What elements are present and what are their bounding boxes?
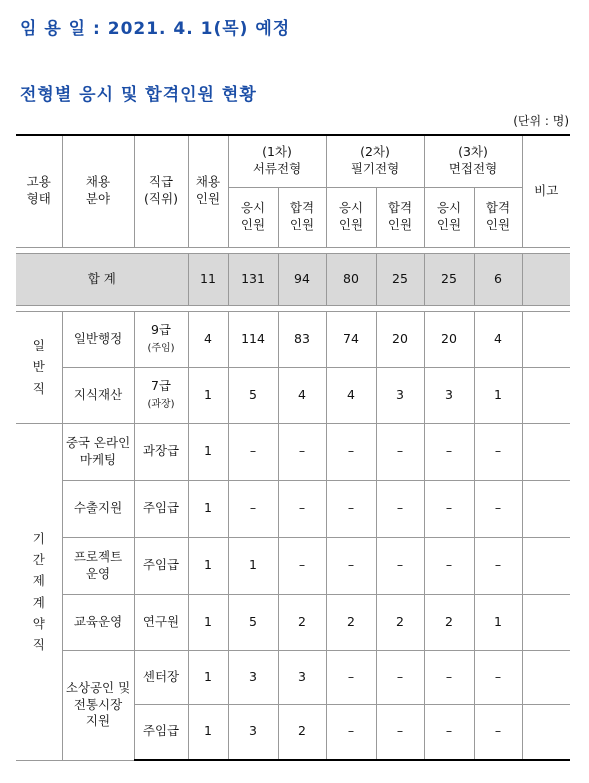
section-title: 전형별 응시 및 합격인원 현황 bbox=[20, 85, 257, 105]
grade-cell: 주임급 bbox=[134, 704, 188, 760]
note-cell bbox=[522, 594, 570, 650]
field-cell: 수출지원 bbox=[62, 480, 134, 537]
total-s1-passed: 94 bbox=[278, 253, 326, 305]
s2-passed-cell: – bbox=[376, 480, 424, 537]
s2-passed-cell: – bbox=[376, 704, 424, 760]
header-stage3: (3차) 면접전형 bbox=[424, 135, 522, 187]
recruitment-table bbox=[16, 134, 570, 761]
note-cell bbox=[522, 704, 570, 760]
total-note bbox=[522, 253, 570, 305]
grade-cell: 센터장 bbox=[134, 650, 188, 704]
field-cell: 교육운영 bbox=[62, 594, 134, 650]
field-cell: 프로젝트 운영 bbox=[62, 537, 134, 594]
s3-applied-cell: 3 bbox=[424, 367, 474, 423]
s1-passed-cell: 2 bbox=[278, 704, 326, 760]
s1-passed-cell: – bbox=[278, 480, 326, 537]
s1-passed-cell: – bbox=[278, 423, 326, 480]
s1-passed-cell: 4 bbox=[278, 367, 326, 423]
s1-applied-cell: 114 bbox=[228, 311, 278, 367]
s2-applied-cell: – bbox=[326, 704, 376, 760]
s3-passed-cell: – bbox=[474, 480, 522, 537]
s3-applied-cell: – bbox=[424, 704, 474, 760]
header-passed: 합격 인원 bbox=[474, 187, 522, 247]
table-row bbox=[16, 537, 570, 594]
note-cell bbox=[522, 650, 570, 704]
s1-applied-cell: – bbox=[228, 480, 278, 537]
header-passed: 합격 인원 bbox=[278, 187, 326, 247]
table-row bbox=[16, 594, 570, 650]
total-s2-applied: 80 bbox=[326, 253, 376, 305]
s2-applied-cell: – bbox=[326, 537, 376, 594]
grade-cell: 과장급 bbox=[134, 423, 188, 480]
s3-passed-cell: 1 bbox=[474, 594, 522, 650]
header-stage2: (2차) 필기전형 bbox=[326, 135, 424, 187]
s3-applied-cell: – bbox=[424, 650, 474, 704]
s2-applied-cell: – bbox=[326, 480, 376, 537]
s1-applied-cell: – bbox=[228, 423, 278, 480]
note-cell bbox=[522, 537, 570, 594]
header-grade: 직급 (직위) bbox=[134, 135, 188, 247]
table-row bbox=[16, 367, 570, 423]
hires-cell: 1 bbox=[188, 594, 228, 650]
table-row bbox=[16, 480, 570, 537]
s1-applied-cell: 3 bbox=[228, 704, 278, 760]
s3-applied-cell: 20 bbox=[424, 311, 474, 367]
s2-passed-cell: – bbox=[376, 423, 424, 480]
s1-passed-cell: 83 bbox=[278, 311, 326, 367]
s2-passed-cell: – bbox=[376, 650, 424, 704]
field-cell: 소상공인 및 전통시장 지원 bbox=[62, 650, 134, 760]
s1-passed-cell: 2 bbox=[278, 594, 326, 650]
total-s3-passed: 6 bbox=[474, 253, 522, 305]
s1-passed-cell: – bbox=[278, 537, 326, 594]
s2-applied-cell: – bbox=[326, 423, 376, 480]
grade-cell: 7급 (과장) bbox=[134, 367, 188, 423]
s2-applied-cell: 74 bbox=[326, 311, 376, 367]
hires-cell: 4 bbox=[188, 311, 228, 367]
note-cell bbox=[522, 480, 570, 537]
s2-passed-cell: – bbox=[376, 537, 424, 594]
grade-cell: 주임급 bbox=[134, 537, 188, 594]
total-row bbox=[16, 253, 570, 305]
s1-applied-cell: 5 bbox=[228, 594, 278, 650]
header-applied: 응시 인원 bbox=[326, 187, 376, 247]
s3-applied-cell: – bbox=[424, 480, 474, 537]
grade-cell: 연구원 bbox=[134, 594, 188, 650]
s1-applied-cell: 3 bbox=[228, 650, 278, 704]
field-cell: 중국 온라인 마케팅 bbox=[62, 423, 134, 480]
s3-passed-cell: – bbox=[474, 704, 522, 760]
s1-applied-cell: 1 bbox=[228, 537, 278, 594]
s2-applied-cell: 2 bbox=[326, 594, 376, 650]
s2-applied-cell: – bbox=[326, 650, 376, 704]
total-s1-applied: 131 bbox=[228, 253, 278, 305]
header-passed: 합격 인원 bbox=[376, 187, 424, 247]
s2-applied-cell: 4 bbox=[326, 367, 376, 423]
total-s2-passed: 25 bbox=[376, 253, 424, 305]
note-cell bbox=[522, 423, 570, 480]
s3-passed-cell: – bbox=[474, 650, 522, 704]
s3-applied-cell: 2 bbox=[424, 594, 474, 650]
table-row bbox=[16, 311, 570, 367]
s3-passed-cell: – bbox=[474, 423, 522, 480]
header-applied: 응시 인원 bbox=[228, 187, 278, 247]
grade-cell: 9급 (주임) bbox=[134, 311, 188, 367]
s3-passed-cell: 4 bbox=[474, 311, 522, 367]
s2-passed-cell: 3 bbox=[376, 367, 424, 423]
s2-passed-cell: 2 bbox=[376, 594, 424, 650]
header-note: 비고 bbox=[522, 135, 570, 247]
s3-passed-cell: – bbox=[474, 537, 522, 594]
group-contract: 기간제계약직 bbox=[16, 423, 62, 760]
s3-passed-cell: 1 bbox=[474, 367, 522, 423]
field-cell: 일반행정 bbox=[62, 311, 134, 367]
hires-cell: 1 bbox=[188, 480, 228, 537]
total-hires: 11 bbox=[188, 253, 228, 305]
appointment-date-title: 임 용 일 : 2021. 4. 1(목) 예정 bbox=[20, 19, 291, 39]
s1-applied-cell: 5 bbox=[228, 367, 278, 423]
total-s3-applied: 25 bbox=[424, 253, 474, 305]
total-label: 합 계 bbox=[16, 253, 188, 305]
hires-cell: 1 bbox=[188, 367, 228, 423]
s2-passed-cell: 20 bbox=[376, 311, 424, 367]
table-row bbox=[16, 423, 570, 480]
s1-passed-cell: 3 bbox=[278, 650, 326, 704]
header-field: 채용 분야 bbox=[62, 135, 134, 247]
group-general: 일반직 bbox=[16, 311, 62, 423]
table-row bbox=[16, 650, 570, 704]
hires-cell: 1 bbox=[188, 650, 228, 704]
hires-cell: 1 bbox=[188, 537, 228, 594]
unit-note: (단위 : 명) bbox=[513, 114, 569, 128]
field-cell: 지식재산 bbox=[62, 367, 134, 423]
grade-cell: 주임급 bbox=[134, 480, 188, 537]
header-applied: 응시 인원 bbox=[424, 187, 474, 247]
hires-cell: 1 bbox=[188, 423, 228, 480]
note-cell bbox=[522, 311, 570, 367]
header-hires: 채용 인원 bbox=[188, 135, 228, 247]
note-cell bbox=[522, 367, 570, 423]
s3-applied-cell: – bbox=[424, 537, 474, 594]
header-employment-type: 고용 형태 bbox=[16, 135, 62, 247]
header-stage1: (1차) 서류전형 bbox=[228, 135, 326, 187]
hires-cell: 1 bbox=[188, 704, 228, 760]
s3-applied-cell: – bbox=[424, 423, 474, 480]
